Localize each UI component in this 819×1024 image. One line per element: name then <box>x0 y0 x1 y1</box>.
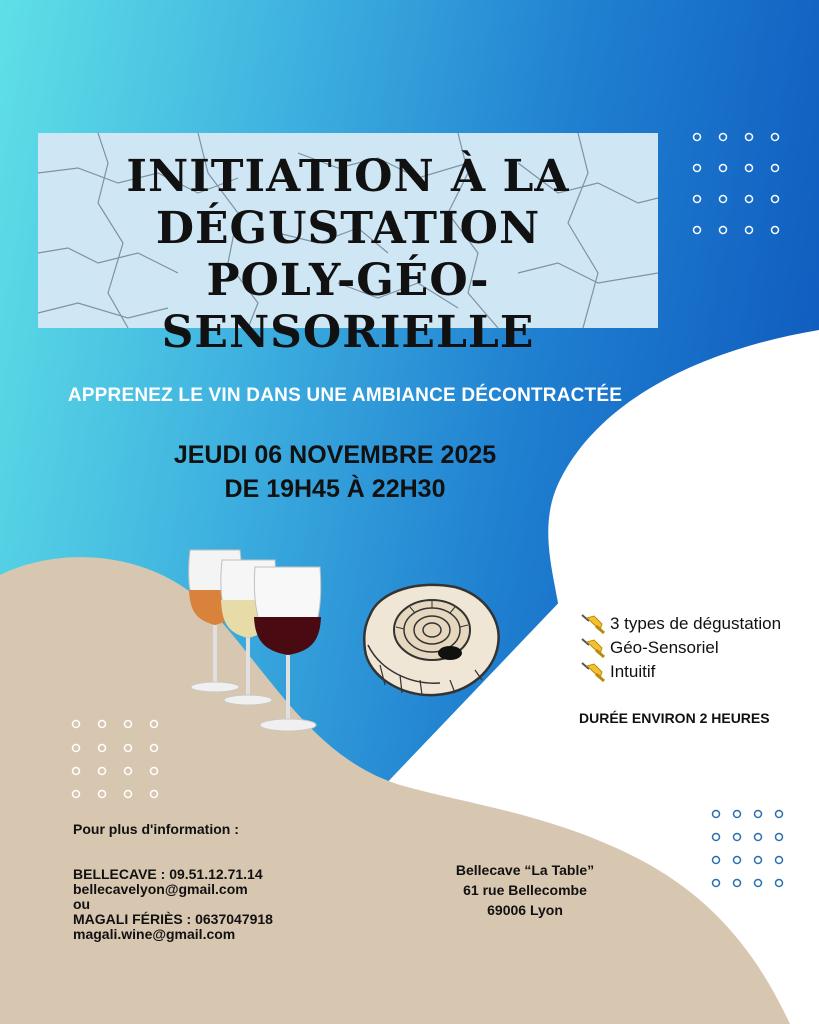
title-box <box>38 133 658 358</box>
event-title <box>38 151 658 359</box>
duration-text: DURÉE ENVIRON 2 HEURES <box>579 710 770 726</box>
magali-phone: MAGALI FÉRIÈS : 0637047918 <box>73 911 273 927</box>
venue-name: Bellecave “La Table” <box>455 862 595 878</box>
event-date <box>160 438 510 506</box>
event-time: DE 19H45 À 22H30 <box>224 475 446 503</box>
venue-address <box>430 860 620 920</box>
bellecave-email: bellecavelyon@gmail.com <box>73 881 248 897</box>
list-item <box>580 660 781 684</box>
dot-grid-bottom-right <box>710 808 790 892</box>
wine-glasses-image <box>180 545 330 740</box>
title-line-1: INITIATION À LA <box>126 151 570 202</box>
feature-label: Géo-Sensoriel <box>610 638 719 657</box>
pushpin-icon <box>580 613 606 635</box>
venue-street: 61 rue Bellecombe <box>463 882 587 898</box>
pushpin-icon <box>580 661 606 683</box>
ammonite-fossil-image <box>360 575 505 700</box>
title-line-3: POLY-GÉO-SENSORIELLE <box>161 255 535 358</box>
contact-info <box>73 822 273 942</box>
dot-grid-top-right <box>690 130 790 240</box>
or-text: ou <box>73 896 91 912</box>
feature-label: 3 types de dégustation <box>610 614 782 633</box>
bellecave-phone: BELLECAVE : 09.51.12.71.14 <box>73 866 263 882</box>
title-line-2: DÉGUSTATION <box>155 203 541 254</box>
event-day: JEUDI 06 NOVEMBRE 2025 <box>173 441 497 469</box>
list-item <box>580 636 781 660</box>
dot-grid-left <box>70 718 166 802</box>
list-item <box>580 612 781 636</box>
venue-city: 69006 Lyon <box>487 902 563 918</box>
features-list <box>580 612 781 684</box>
event-subtitle: APPRENEZ LE VIN DANS UNE AMBIANCE DÉCONTRACTÉE <box>67 385 623 406</box>
contact-heading: Pour plus d'information : <box>73 821 239 837</box>
pushpin-icon <box>580 637 606 659</box>
feature-label: Intuitif <box>610 662 656 681</box>
magali-email: magali.wine@gmail.com <box>73 926 236 942</box>
